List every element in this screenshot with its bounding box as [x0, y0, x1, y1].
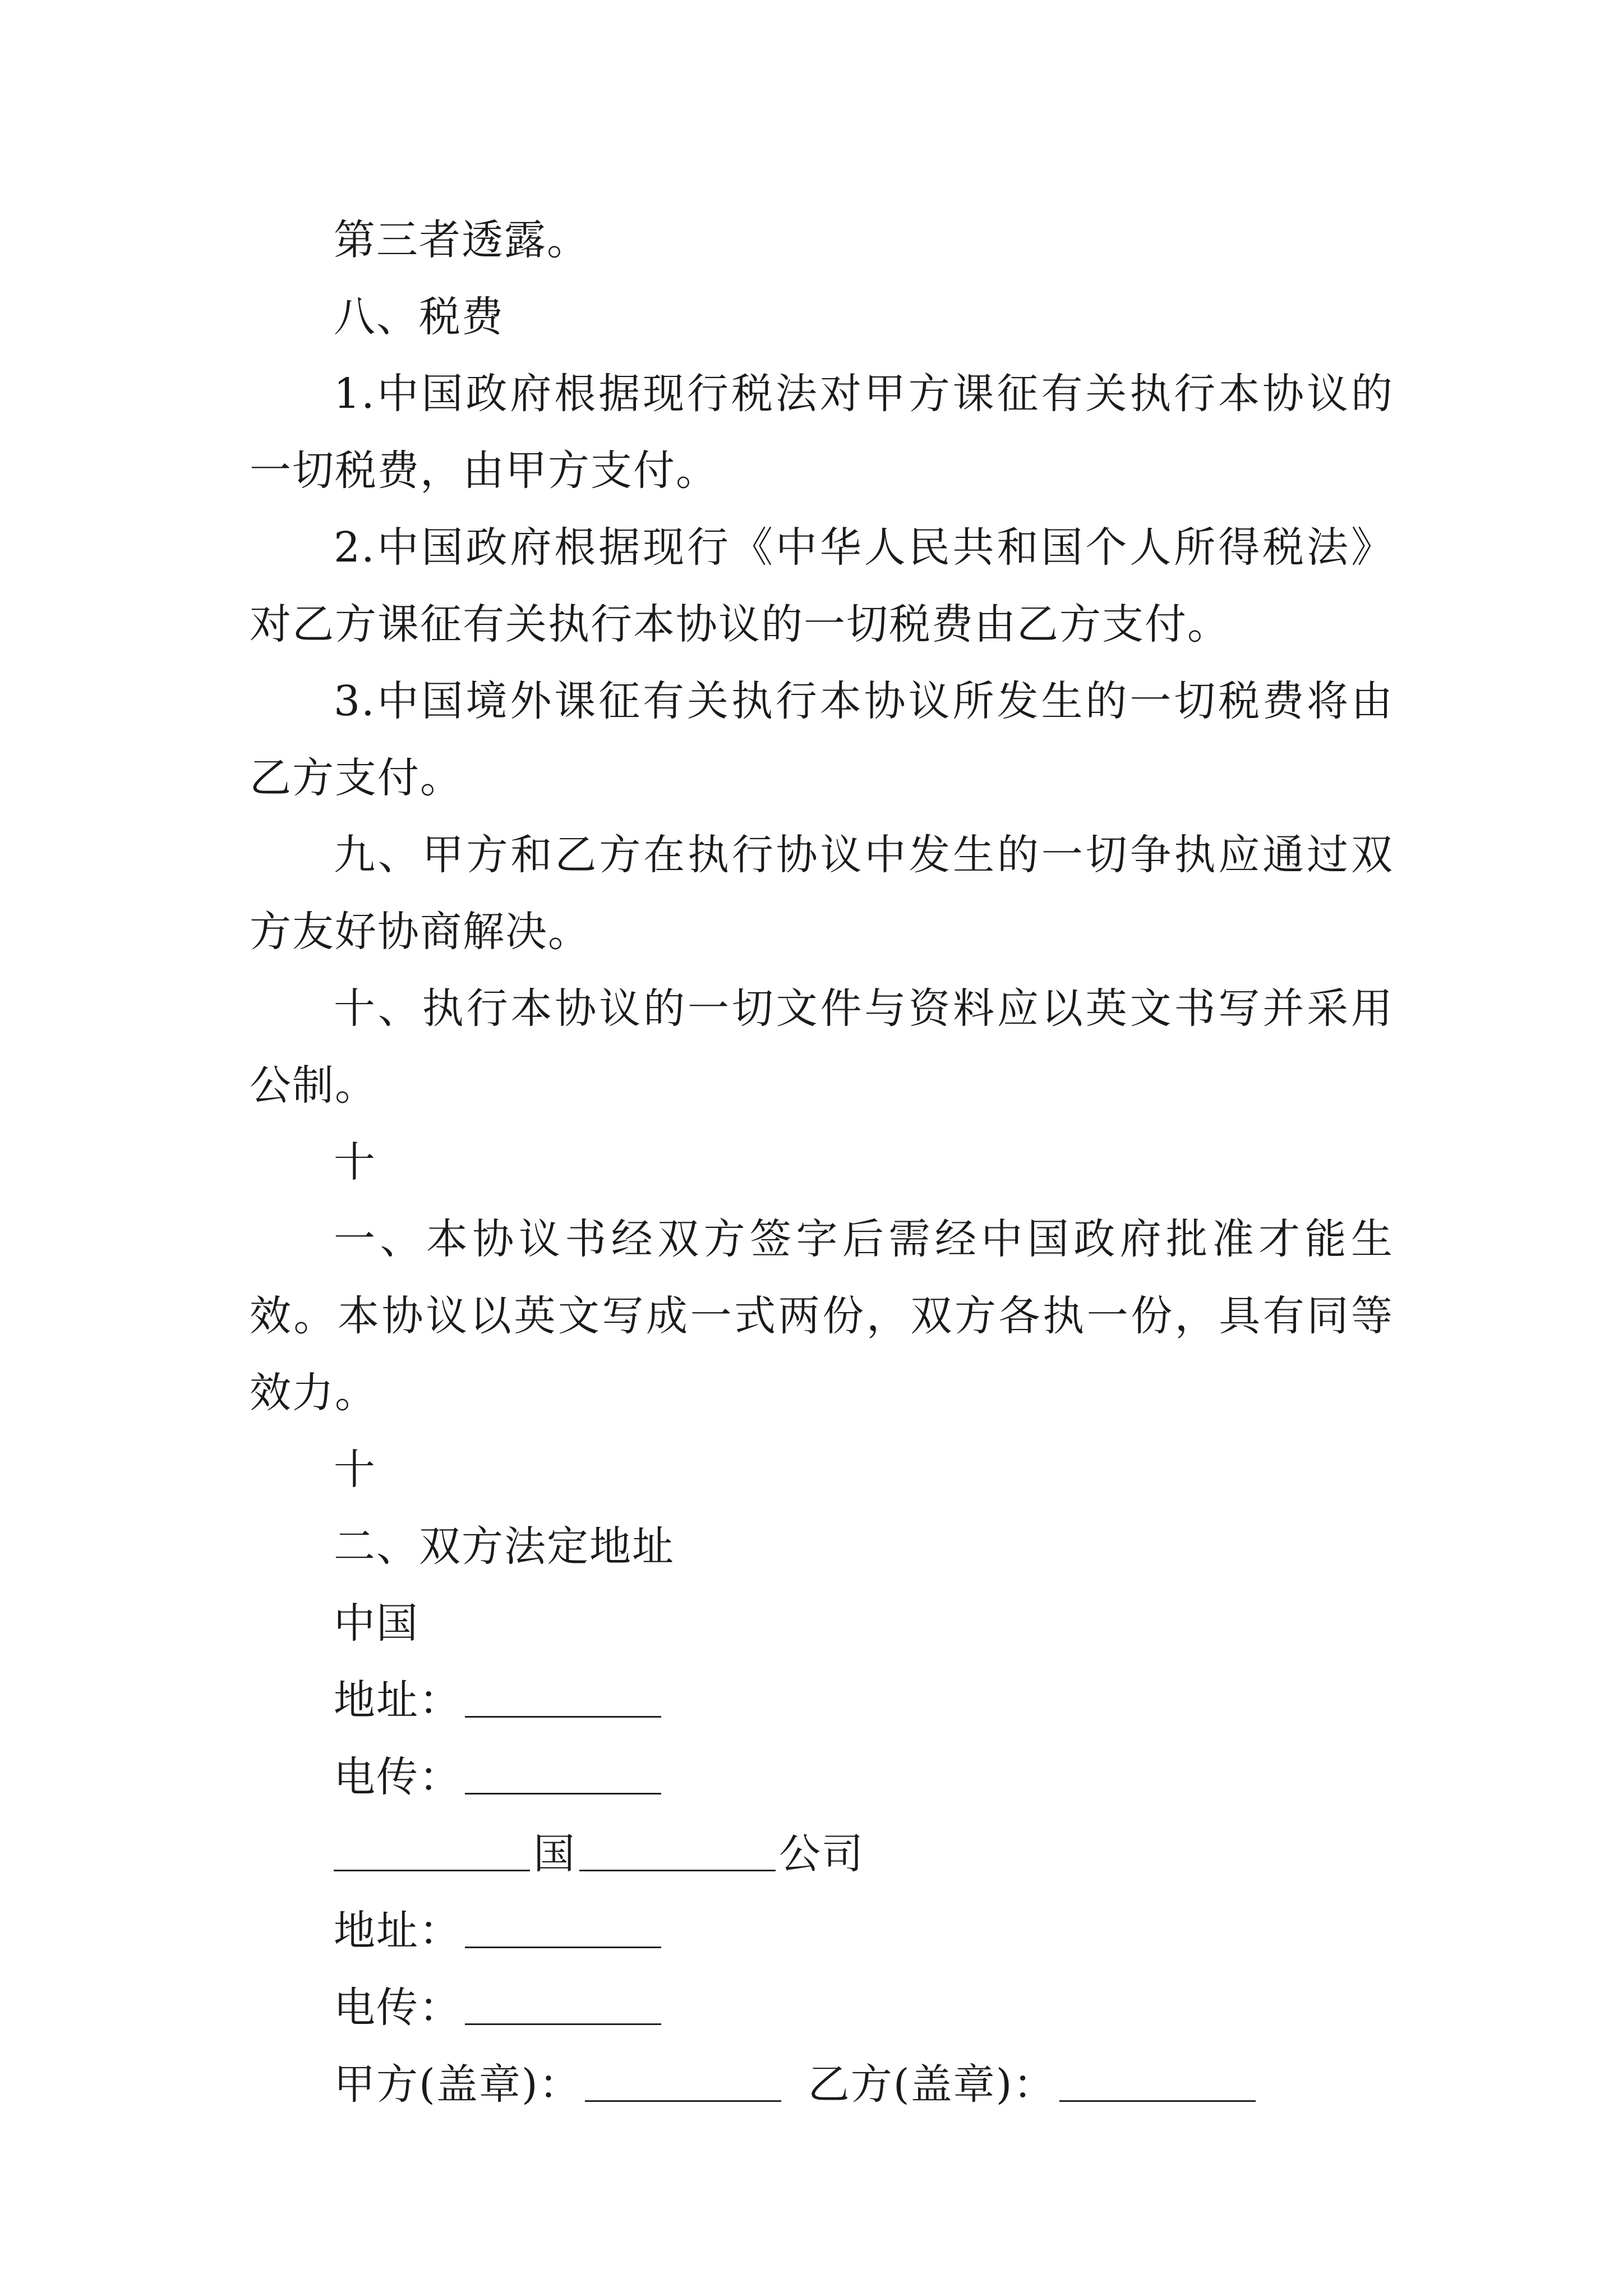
- party-a-seal-label: 甲方(盖章)：: [334, 2060, 582, 2109]
- signature-seal-row: [250, 2046, 1394, 2123]
- paragraph-language-units: 十、执行本协议的一切文件与资料应以英文书写并采用公制。: [250, 984, 1394, 1110]
- paragraph-confidentiality-end: 第三者透露。: [334, 216, 589, 264]
- paragraph-tax-item-3: 3.中国境外课征有关执行本协议所发生的一切税费将由乙方支付。: [250, 677, 1394, 802]
- section-heading-legal-addresses: 二、双方法定地址: [334, 1522, 675, 1571]
- party-b-fax-row: [250, 1970, 1394, 2046]
- party-a-address-row: [250, 1662, 1394, 1739]
- section-heading-taxes: 八、税费: [334, 293, 504, 341]
- paragraph-effectiveness: 一、本协议书经双方签字后需经中国政府批准才能生效。本协议以英文写成一式两份，双方各执一份，具有同等效力。: [250, 1215, 1394, 1417]
- party-b-seal-blank[interactable]: [1059, 2059, 1256, 2102]
- party-b-country-blank[interactable]: [334, 1828, 530, 1871]
- document-body: [250, 202, 1394, 2123]
- party-b-fax-blank[interactable]: [465, 1982, 661, 2025]
- party-a-address-label: 地址：: [334, 1676, 462, 1724]
- paragraph-tax-item-1: 1.中国政府根据现行税法对甲方课征有关执行本协议的一切税费，由甲方支付。: [250, 370, 1394, 495]
- party-b-seal-label: 乙方(盖章)：: [808, 2060, 1056, 2109]
- party-b-company-row: [250, 1816, 1394, 1893]
- party-a-fax-row: [250, 1739, 1394, 1816]
- section-number-twelve-fragment: 十: [334, 1446, 376, 1494]
- country-label: 国: [533, 1830, 576, 1878]
- section-number-eleven-fragment: 十: [334, 1138, 376, 1186]
- party-b-fax-label: 电传：: [334, 1984, 462, 2032]
- party-b-address-blank[interactable]: [465, 1905, 661, 1948]
- paragraph-tax-item-2: 2.中国政府根据现行《中华人民共和国个人所得税法》对乙方课征有关执行本协议的一切税费由乙方支付。: [250, 523, 1394, 648]
- party-a-seal-blank[interactable]: [585, 2059, 781, 2102]
- party-b-address-row: [250, 1893, 1394, 1970]
- party-a-address-blank[interactable]: [465, 1674, 661, 1718]
- party-b-company-blank[interactable]: [579, 1828, 776, 1871]
- company-label: 公司: [779, 1830, 864, 1878]
- paragraph-dispute-resolution: 九、甲方和乙方在执行协议中发生的一切争执应通过双方友好协商解决。: [250, 831, 1394, 956]
- party-a-fax-blank[interactable]: [465, 1751, 661, 1795]
- party-b-address-label: 地址：: [334, 1907, 462, 1955]
- party-a-country: 中国: [334, 1599, 419, 1648]
- party-a-fax-label: 电传：: [334, 1753, 462, 1801]
